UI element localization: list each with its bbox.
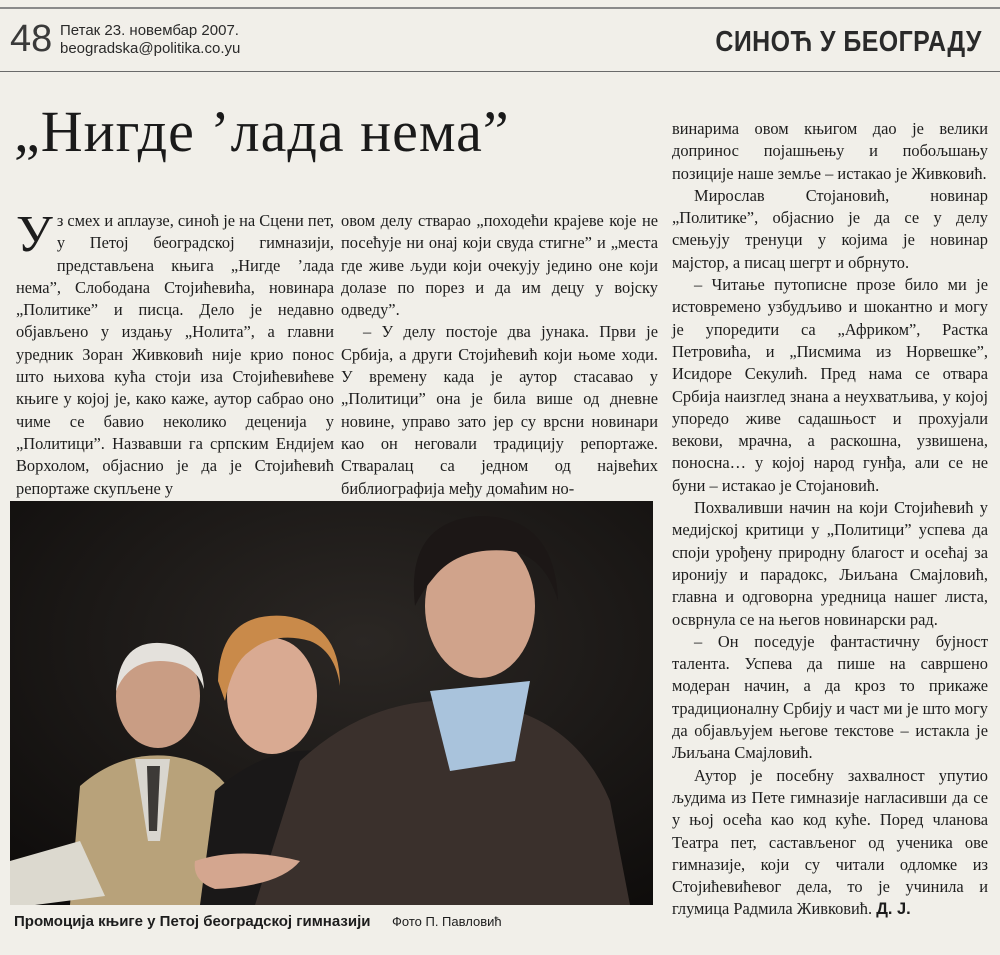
page-number: 48	[10, 18, 53, 60]
article-paragraph: – Читање путописне прозе било ми је истовремено узбудљиво и шокантно и могу је упоредити са „Африком”, Растка Петровића, и „Писмима из Норвешке”, Исидоре Секулић. Пред нама се отвара Србија наизглед знана а неухватљива, у којој упоредо живе садашњост и прохујали векови, мрачна, а раскошна, узвишена, поносна… у којој народ гунђа, али се не буни – истакао је Стојановић.	[672, 275, 988, 495]
article-column-1	[16, 206, 334, 500]
article-paragraph: винарима овом књигом дао је велики допринос појашњењу и побољшању позиције наше земље – истакао је Живковић.	[672, 119, 988, 183]
article-column-3	[672, 118, 988, 921]
header-rule	[0, 71, 1000, 72]
event-photo	[10, 501, 653, 905]
top-rule	[0, 7, 1000, 9]
article-paragraph: Похваливши начин на који Стојићевић у медијској критици у „Политици” успева да споји урођену природну благост и осећај за иронију и парадокс, Љиљана Смајловић, главна и одговорна уредница нашег листа, осврнула се на његов новинарски рад.	[672, 498, 988, 629]
article-paragraph	[16, 206, 334, 500]
author-signature: Д. Ј.	[876, 900, 911, 919]
article-column-2	[341, 210, 658, 500]
section-email: beogradska@politika.co.yu	[60, 40, 241, 57]
paragraph-text: з смех и аплаузе, синоћ је на Сцени пет, у Петој београдској гимназији, представљена књига „Нигде ’лада нема”, Слободана Стојићевића, новинара „Политике” и писца. Дело је недавно објављено у издању „Нолита”, а главни уредник Зоран Живковић није крио понос што њихова кућа стоји иза Стојићевићеве књиге у којој је, како каже, аутор сабрао оно чиме се бавио неколико деценија у „Политици”. Назвавши га српским Ендијем Ворхолом, објаснио је да је Стојићевић репортаже скупљене у	[16, 211, 334, 498]
article-headline: „Нигде ’лада нема”	[14, 99, 510, 164]
article-paragraph: – Он поседује фантастичну бујност талента. Успева да пише на савршено модеран начин, а да кроз то прикаже традиционалну Србију и част ми је што могу да објављујем његове текстове – истакла је Љиљана Смајловић.	[672, 631, 988, 763]
article-paragraph: овом делу стварао „походећи крајеве које не посећује ни онај који свуда стигне” и „места где живе људи који очекују једино оне који долазе по порез и да им децу у војску одведу”.	[341, 211, 658, 320]
photo-illustration	[10, 501, 653, 905]
article-paragraph: – У делу постоје два јунака. Први је Србија, а други Стојићевић који њоме ходи. У времену када је аутор стасавао у „Политици” она је била више од дневне новине, управо зато јер су врсни новинари као он неговали традицију репортаже. Стваралац са једном од највећих библиографија међу домаћим но-	[341, 322, 658, 498]
issue-date: Петак 23. новембар 2007.	[60, 22, 239, 39]
article-paragraph: Мирослав Стојановић, новинар „Политике”, објаснио је да се у делу смењују тренуци у којима је новинар мајстор, а писац шегрт и обрнуто.	[672, 185, 988, 272]
section-title: СИНОЋ У БЕОГРАДУ	[715, 26, 982, 58]
paragraph-text: Аутор је посебну захвалност упутио људима из Пете гимназије нагласивши да се у њој осећа као код куће. Поред чланова Театра пет, састављеног од ученика ове гимназије, који су читали одломке из Стојићевићевог дела, то је учинила и глумица Радмила Живковић.	[672, 765, 988, 919]
article-paragraph	[672, 765, 988, 921]
drop-cap: У	[16, 206, 53, 263]
photo-caption: Промоција књиге у Петој београдској гимназији	[14, 913, 371, 930]
photo-credit: Фото П. Павловић	[392, 914, 502, 929]
